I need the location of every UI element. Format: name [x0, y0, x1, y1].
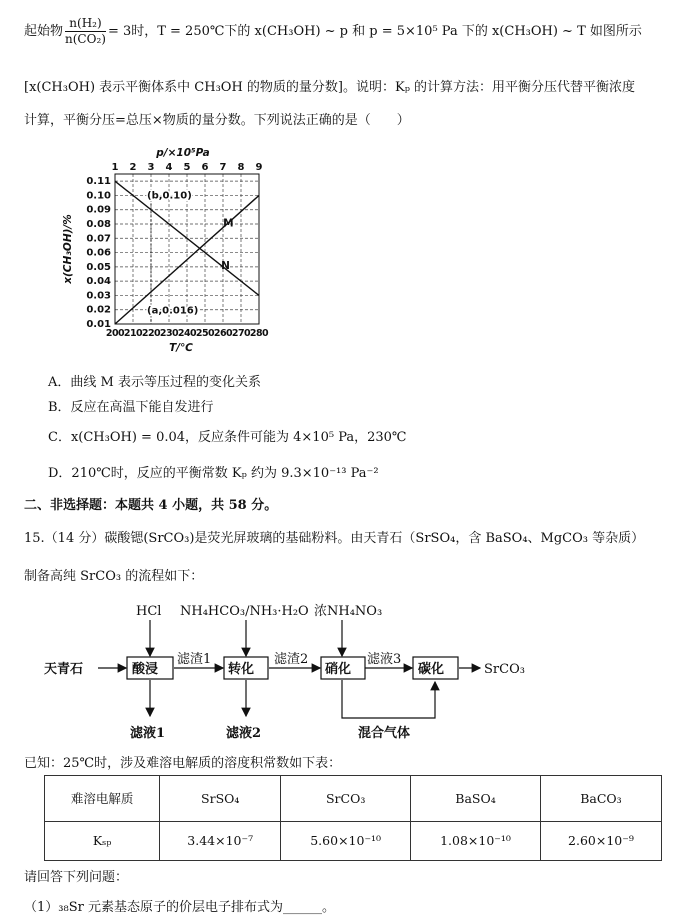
mid-label-3: 滤液3 — [367, 652, 402, 667]
box-label-1: 酸浸 — [132, 662, 159, 677]
fraction-denominator: n(CO₂) — [65, 32, 106, 46]
top-axis-label: p/×10⁵Pa — [156, 147, 210, 159]
bottom-tick-label: 280 — [249, 328, 269, 339]
flow-start: 天青石 — [44, 662, 84, 677]
top-tick-label: 4 — [165, 162, 173, 173]
table-header-cell: SrCO₃ — [281, 776, 411, 822]
option-a: A．曲线 M 表示等压过程的变化关系 — [48, 375, 261, 390]
mid-label-1: 滤渣1 — [177, 652, 212, 667]
option-c: C．x(CH₃OH) = 0.04，反应条件可能为 4×10⁵ Pa，230℃ — [48, 430, 407, 445]
y-tick-label: 0.10 — [86, 190, 111, 202]
series-label-N: N — [221, 259, 230, 272]
table-row — [45, 821, 662, 860]
top-tick-label: 6 — [201, 162, 209, 173]
box-label-2: 转化 — [228, 662, 255, 677]
annotation-label: (b,0.10) — [147, 190, 192, 202]
table-header-cell: BaSO₄ — [411, 776, 541, 822]
q15-line-1: 15.（14 分）碳酸锶(SrCO₃)是荧光屏玻璃的基础粉料。由天青石（SrSO₄，含 BaSO₄、MgCO₃ 等杂质） — [24, 531, 645, 546]
mid-label-2: 滤渣2 — [274, 652, 309, 667]
y-tick-label: 0.11 — [86, 176, 111, 188]
process-flow-diagram — [40, 596, 600, 746]
q15-line-2: 制备高纯 SrCO₃ 的流程如下： — [24, 569, 204, 584]
intro-line-2: [x(CH₃OH) 表示平衡体系中 CH₃OH 的物质的量分数]。说明：Kₚ 的计算方法：用平衡分压代替平衡浓度 — [24, 80, 636, 95]
table-cell: 1.08×10⁻¹⁰ — [411, 821, 541, 860]
bottom-label-1: 滤液1 — [130, 726, 166, 741]
table-cell: 5.60×10⁻¹⁰ — [281, 821, 411, 860]
table-header-cell: BaCO₃ — [540, 776, 661, 822]
known-line: 已知：25℃时，涉及难溶电解质的溶度积常数如下表： — [24, 756, 342, 771]
reagent-1: HCl — [136, 604, 162, 619]
bottom-axis-label: T/℃ — [169, 342, 193, 354]
y-tick-label: 0.05 — [86, 261, 111, 273]
bottom-tick-label: 230 — [159, 328, 179, 339]
y-tick-label: 0.09 — [86, 204, 111, 216]
top-tick-label: 9 — [255, 162, 263, 173]
y-tick-label: 0.03 — [86, 290, 111, 302]
bottom-label-2: 滤液2 — [226, 726, 262, 741]
annotation-label: (a,0.016) — [147, 305, 199, 317]
intro-line-3: 计算，平衡分压=总压×物质的量分数。下列说法正确的是（ ） — [24, 113, 410, 128]
bottom-tick-label: 270 — [231, 328, 251, 339]
table-header-cell: SrSO₄ — [160, 776, 281, 822]
box-label-4: 碳化 — [418, 662, 445, 677]
table-header-row — [45, 776, 662, 822]
table-cell: 2.60×10⁻⁹ — [540, 821, 661, 860]
intro-line-1 — [24, 16, 642, 47]
top-tick-label: 2 — [129, 162, 137, 173]
series-label-M: M — [223, 217, 234, 230]
box-label-3: 硝化 — [325, 662, 352, 677]
y-tick-label: 0.01 — [86, 319, 111, 330]
option-b: B．反应在高温下能自发进行 — [48, 400, 214, 415]
y-tick-label: 0.08 — [86, 219, 111, 230]
table-row-label: Kₛₚ — [45, 821, 160, 860]
intro-rest: = 3时，T = 250℃下的 x(CH₃OH) ~ p 和 p = 5×10⁵ Pa 下的 x(CH₃OH) ~ T 如图所示 — [107, 24, 642, 39]
bottom-tick-label: 200 — [105, 328, 125, 339]
y-tick-label: 0.06 — [86, 247, 111, 259]
top-tick-label: 7 — [219, 162, 227, 173]
bottom-tick-label: 240 — [177, 328, 197, 339]
bottom-tick-label: 210 — [123, 328, 143, 339]
question-1: （1）₃₈Sr 元素基态原子的价层电子排布式为______。 — [24, 900, 335, 915]
bottom-tick-label: 220 — [141, 328, 161, 339]
y-tick-label: 0.04 — [86, 276, 111, 288]
ratio-fraction — [65, 16, 106, 47]
table-cell: 3.44×10⁻⁷ — [160, 821, 281, 860]
y-axis-label: x(CH₃OH)/% — [62, 214, 74, 284]
gas-label: 混合气体 — [358, 726, 411, 741]
intro-prefix: 起始物 — [24, 24, 64, 39]
y-tick-label: 0.02 — [86, 304, 111, 316]
y-tick-label: 0.07 — [86, 233, 111, 245]
bottom-tick-label: 260 — [213, 328, 233, 339]
top-tick-label: 8 — [237, 162, 245, 173]
equilibrium-chart — [58, 134, 288, 356]
top-tick-label: 5 — [183, 162, 191, 173]
answer-prompt: 请回答下列问题： — [24, 870, 129, 885]
section-2-heading: 二、非选择题：本题共 4 小题，共 58 分。 — [24, 498, 278, 513]
reagent-2: NH₄HCO₃/NH₃·H₂O — [180, 604, 309, 619]
fraction-numerator: n(H₂) — [65, 16, 106, 32]
reagent-3: 浓NH₄NO₃ — [314, 604, 383, 619]
flow-product: SrCO₃ — [484, 662, 525, 677]
option-d: D．210℃时，反应的平衡常数 Kₚ 约为 9.3×10⁻¹³ Pa⁻² — [48, 466, 379, 481]
table-header-cell: 难溶电解质 — [45, 776, 160, 822]
ksp-table — [44, 775, 662, 861]
top-tick-label: 3 — [147, 162, 155, 173]
top-tick-label: 1 — [111, 162, 119, 173]
bottom-tick-label: 250 — [195, 328, 215, 339]
